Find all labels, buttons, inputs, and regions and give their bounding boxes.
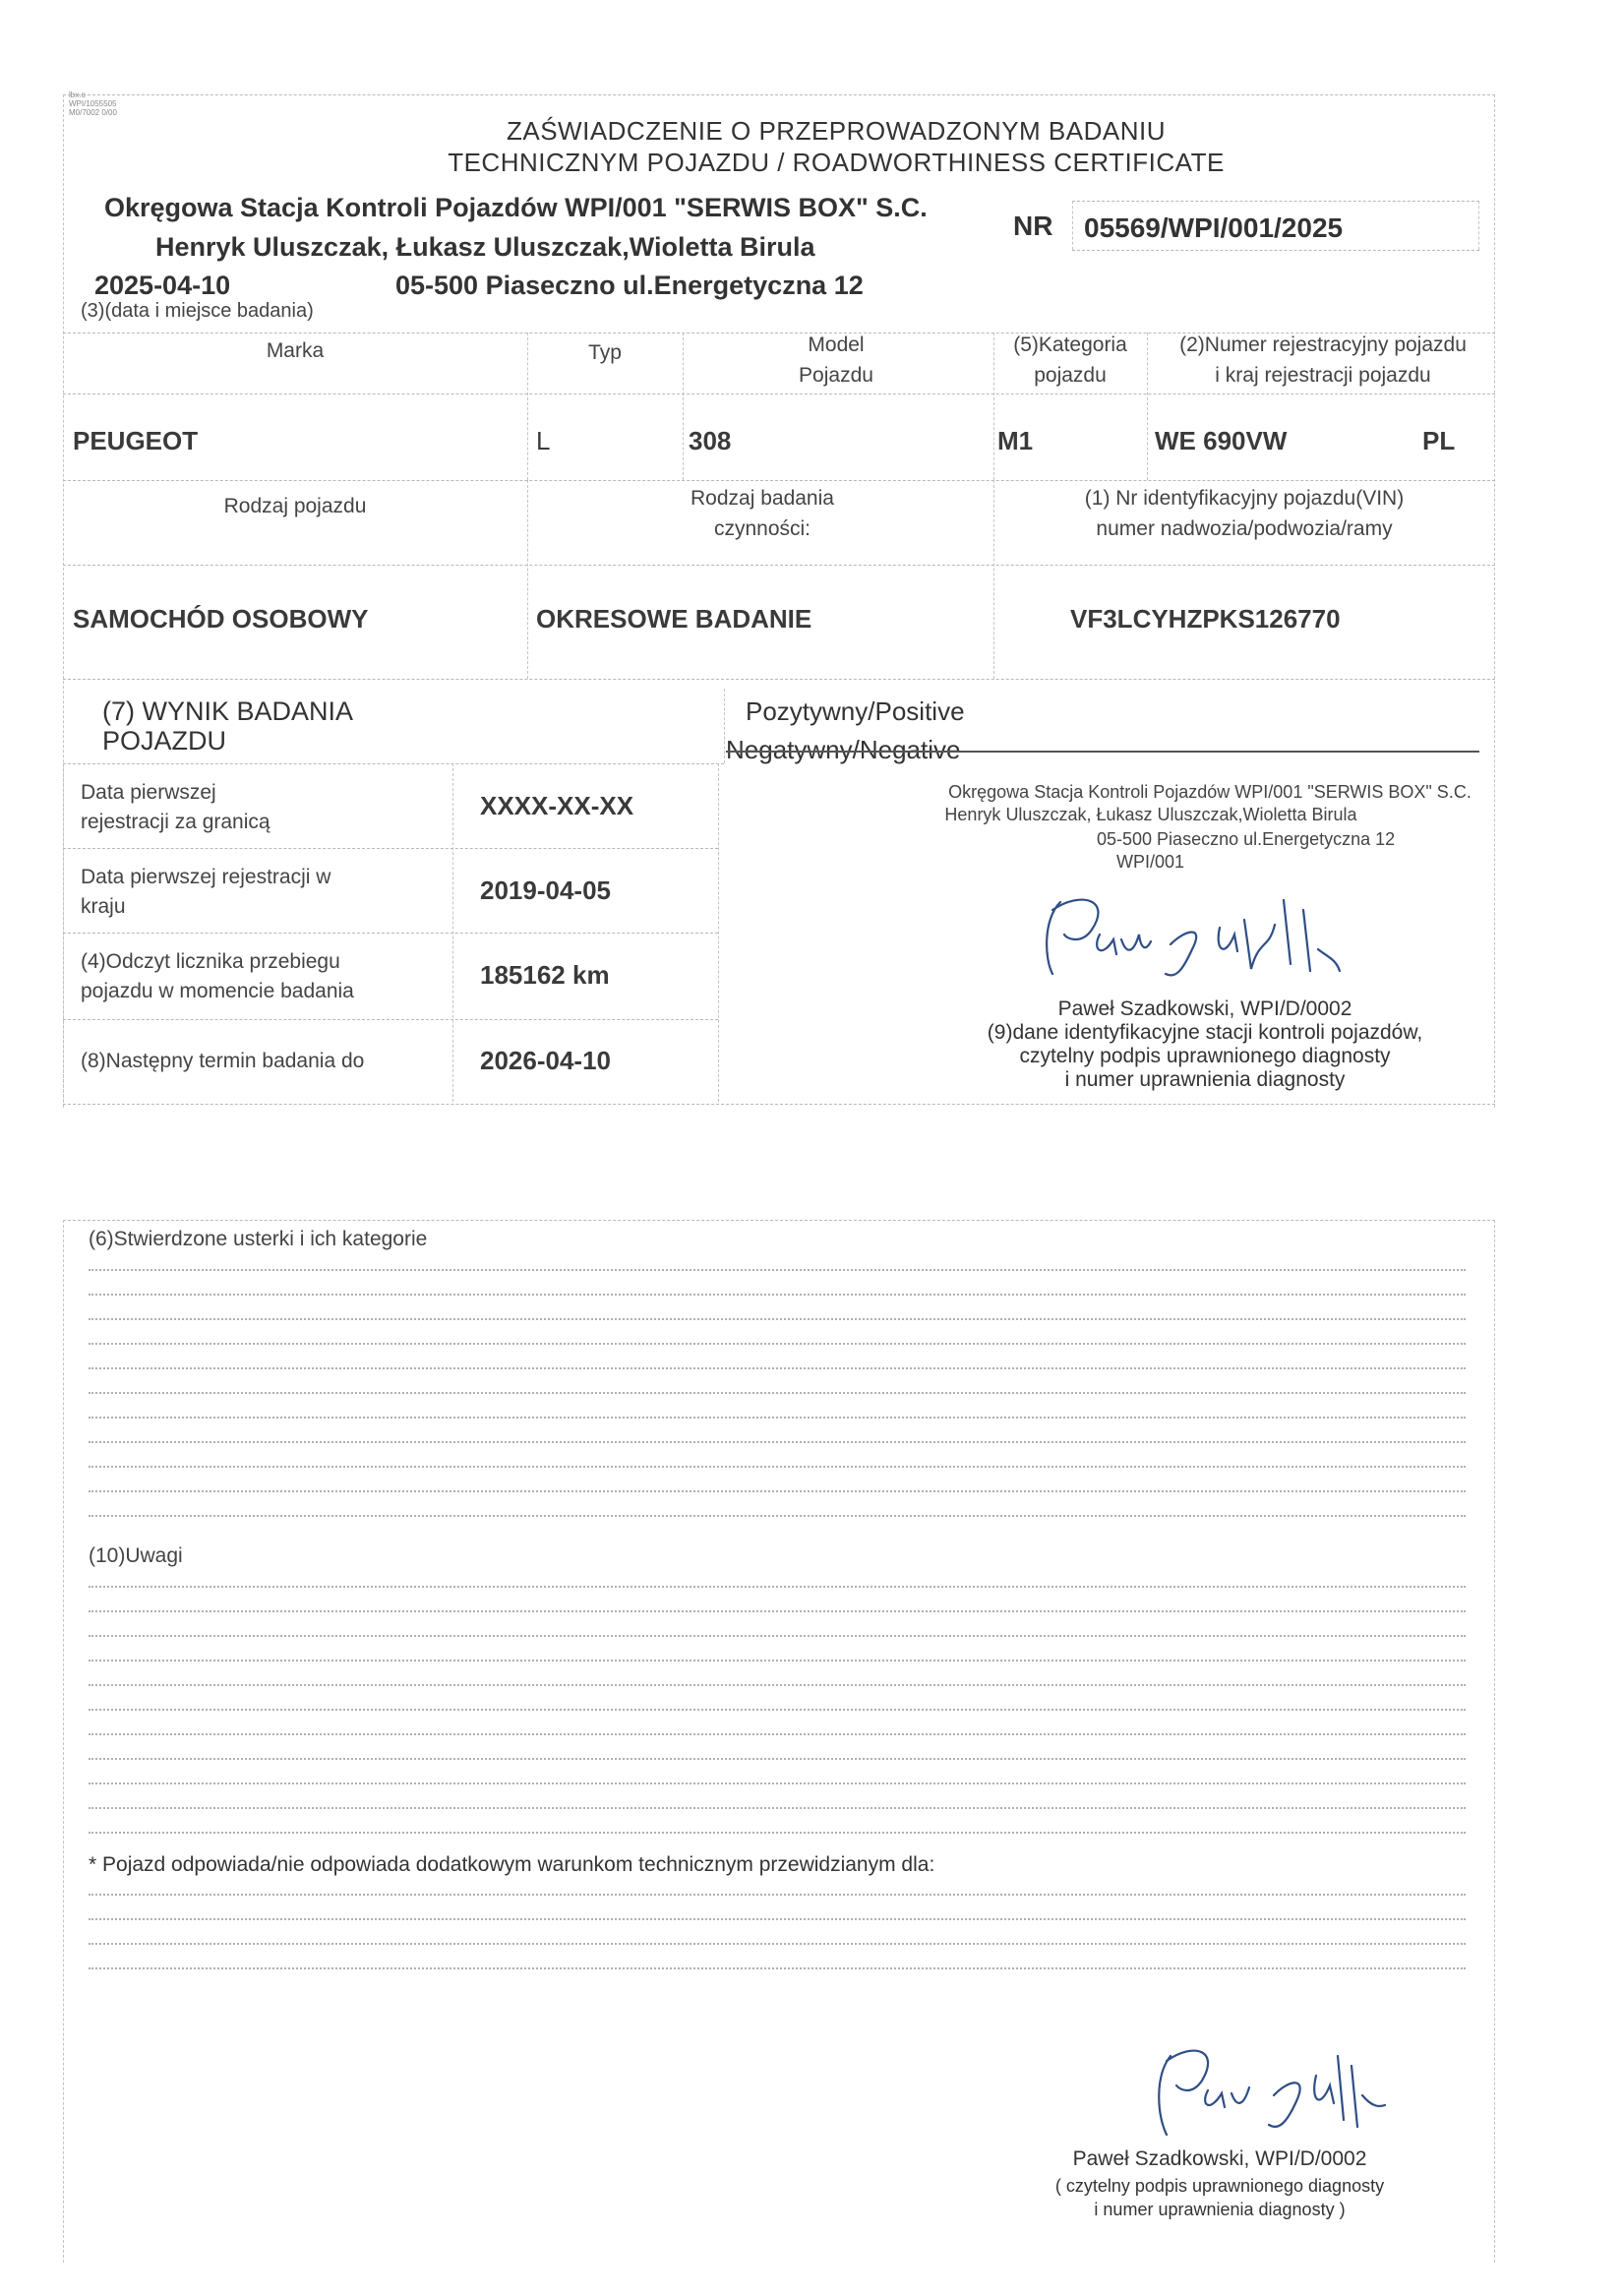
writing-line: [89, 1894, 1466, 1896]
station-address: 05-500 Piaseczno ul.Energetyczna 12: [395, 271, 864, 300]
inspection-date: 2025-04-10: [94, 271, 231, 300]
details-bottom-rule: [63, 1104, 1495, 1105]
header-typ: Typ: [588, 341, 622, 364]
detail-value: XXXX-XX-XX: [480, 791, 634, 820]
inspection-col-divider: [993, 480, 994, 679]
writing-line: [89, 1967, 1466, 1969]
detail-value: 2026-04-10: [480, 1046, 611, 1075]
nr-box-bottom: [1072, 250, 1479, 251]
writing-line: [89, 1392, 1466, 1394]
header-rej-l1: (2)Numer rejestracyjny pojazdu: [1179, 333, 1467, 356]
corner-note-line: lbx.o: [69, 91, 86, 99]
writing-line: [89, 1918, 1466, 1920]
value-rej-kraj: PL: [1422, 426, 1456, 455]
bottom-signature: [1141, 2036, 1397, 2154]
stamp-line-2: Henryk Uluszczak, Łukasz Uluszczak,Wioletta Birula: [944, 805, 1357, 824]
details-row-rule: [63, 933, 718, 934]
value-marka: PEUGEOT: [73, 426, 199, 455]
detail-value: 2019-04-05: [480, 876, 611, 905]
header-kategoria-l2: pojazdu: [1034, 364, 1107, 387]
value-vin: VF3LCYHZPKS126770: [1070, 604, 1341, 634]
writing-line: [89, 1684, 1466, 1686]
result-heading-l2: POJAZDU: [102, 726, 227, 755]
certificate-number: 05569/WPI/001/2025: [1084, 212, 1344, 243]
writing-line: [89, 1660, 1466, 1662]
writing-line: [89, 1586, 1466, 1588]
writing-line: [89, 1610, 1466, 1612]
defects-label: (6)Stwierdzone usterki i ich kategorie: [89, 1228, 428, 1250]
vehicle-table-bottom: [63, 480, 1495, 481]
detail-label-l1: (4)Odczyt licznika przebiegu: [81, 950, 340, 973]
corner-note-line: WPI/1055505: [69, 99, 117, 108]
corner-note-line: M0/7002 0/00: [69, 108, 117, 117]
writing-line: [89, 1807, 1466, 1809]
diagnostician-name: Paweł Szadkowski, WPI/D/0002: [1057, 997, 1352, 1020]
header-rodzaj-badania-l2: czynności:: [713, 517, 811, 540]
writing-line: [89, 1832, 1466, 1834]
value-rodzaj-pojazdu: SAMOCHÓD OSOBOWY: [73, 604, 369, 634]
writing-line: [89, 1782, 1466, 1784]
header-vin-l1: (1) Nr identyfikacyjny pojazdu(VIN): [1084, 487, 1405, 510]
writing-line: [89, 1515, 1466, 1517]
writing-line: [89, 1367, 1466, 1369]
detail-label-l1: (8)Następny termin badania do: [81, 1050, 365, 1072]
title-line-1: ZAŚWIADCZENIE O PRZEPROWADZONYM BADANIU: [506, 116, 1167, 146]
writing-line: [89, 1758, 1466, 1760]
stamp-line-3: 05-500 Piaseczno ul.Energetyczna 12: [1097, 829, 1396, 849]
writing-line: [89, 1294, 1466, 1296]
details-row-rule: [63, 848, 718, 849]
details-row-rule: [63, 1019, 718, 1020]
detail-label-l1: Data pierwszej rejestracji w: [81, 866, 331, 888]
date-place-caption: (3)(data i miejsce badania): [81, 300, 314, 322]
result-negative: Negatywny/Negative: [726, 735, 961, 764]
result-bottom: [63, 763, 724, 764]
value-rodzaj-badania: OKRESOWE BADANIE: [536, 604, 812, 634]
writing-line: [89, 1635, 1466, 1637]
writing-line: [89, 1709, 1466, 1711]
inspection-table-bottom: [63, 679, 1495, 680]
inspection-col-divider: [527, 480, 528, 679]
negative-strikethrough: [726, 751, 1479, 753]
header-rej-l2: i kraj rejestracji pojazdu: [1215, 364, 1431, 387]
lower-section-right: [1494, 1220, 1495, 2263]
writing-line: [89, 1441, 1466, 1443]
result-positive: Pozytywny/Positive: [746, 696, 965, 726]
stamp-line-4: WPI/001: [1116, 852, 1185, 872]
writing-line: [89, 1733, 1466, 1735]
value-rej-numer: WE 690VW: [1155, 426, 1288, 455]
vehicle-col-divider: [1147, 332, 1148, 480]
title-line-2: TECHNICZNYM POJAZDU / ROADWORTHINESS CERTIFICATE: [448, 148, 1225, 177]
header-rodzaj-pojazdu: Rodzaj pojazdu: [223, 495, 367, 517]
detail-label-l2: kraju: [81, 895, 126, 918]
value-typ: L: [536, 426, 551, 455]
writing-line: [89, 1943, 1466, 1945]
header-kategoria-l1: (5)Kategoria: [1013, 333, 1127, 356]
nr-label: NR: [1013, 211, 1053, 241]
value-kategoria: M1: [997, 426, 1034, 455]
result-heading-l1: (7) WYNIK BADANIA: [102, 696, 354, 726]
detail-label-l2: pojazdu w momencie badania: [81, 980, 354, 1002]
detail-value: 185162 km: [480, 960, 610, 990]
outer-top-rule: [63, 94, 1495, 95]
result-divider: [724, 689, 725, 763]
vehicle-col-divider: [683, 332, 684, 480]
value-model: 308: [689, 426, 732, 455]
details-col-divider: [718, 763, 719, 1102]
writing-line: [89, 1269, 1466, 1271]
lower-section-left: [63, 1220, 64, 2263]
header-rodzaj-badania-l1: Rodzaj badania: [691, 487, 834, 510]
vehicle-col-divider: [527, 332, 528, 480]
inspection-table-mid: [63, 565, 1495, 566]
writing-line: [89, 1318, 1466, 1320]
conformity-note: * Pojazd odpowiada/nie odpowiada dodatkowym warunkom technicznym przewidzianym dla:: [89, 1853, 935, 1876]
header-marka: Marka: [266, 339, 325, 362]
outer-right-rule: [1494, 94, 1495, 1108]
writing-line: [89, 1490, 1466, 1492]
diagnostician-caption-l1: (9)dane identyfikacyjne stacji kontroli pojazdów,: [987, 1021, 1423, 1044]
remarks-label: (10)Uwagi: [89, 1544, 183, 1567]
station-name-line-1: Okręgowa Stacja Kontroli Pojazdów WPI/001 "SERWIS BOX" S.C.: [104, 193, 928, 222]
nr-box-left: [1072, 201, 1073, 250]
header-vin-l2: numer nadwozia/podwozia/ramy: [1096, 517, 1393, 540]
writing-line: [89, 1343, 1466, 1345]
detail-label-l1: Data pierwszej: [81, 781, 216, 804]
lower-section-top: [63, 1220, 1495, 1221]
nr-box-right: [1478, 201, 1479, 250]
diagnostician-caption-l2: czytelny podpis uprawnionego diagnosty: [1019, 1045, 1391, 1067]
vehicle-table-mid: [63, 393, 1495, 394]
nr-box-top: [1072, 201, 1479, 202]
detail-label-l2: rejestracji za granicą: [81, 811, 270, 833]
diagnostician-caption-l3: i numer uprawnienia diagnosty: [1064, 1068, 1346, 1091]
stamp-line-1: Okręgowa Stacja Kontroli Pojazdów WPI/001 "SERWIS BOX" S.C.: [948, 782, 1472, 802]
diagnostician-signature: [1023, 880, 1377, 1008]
header-model-l2: Pojazdu: [799, 364, 873, 387]
station-name-line-2: Henryk Uluszczak, Łukasz Uluszczak,Wioletta Birula: [155, 232, 815, 262]
bottom-signature-caption-l2: i numer uprawnienia diagnosty ): [1094, 2200, 1346, 2219]
writing-line: [89, 1417, 1466, 1419]
bottom-signature-caption-l1: ( czytelny podpis uprawnionego diagnosty: [1054, 2176, 1385, 2196]
header-model-l1: Model: [808, 333, 865, 356]
writing-line: [89, 1466, 1466, 1468]
bottom-signature-name: Paweł Szadkowski, WPI/D/0002: [1072, 2147, 1367, 2170]
